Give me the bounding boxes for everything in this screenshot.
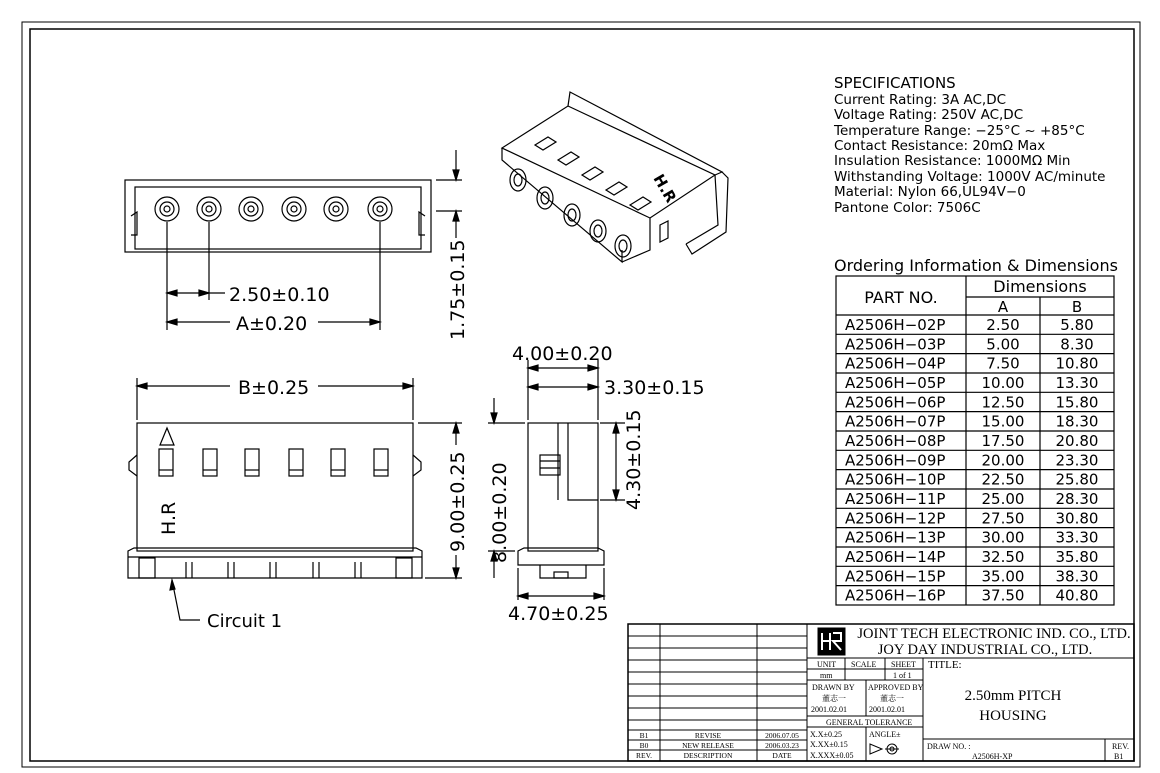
- front-view: [128, 378, 462, 620]
- revision-header-rev: REV.: [636, 751, 652, 760]
- col-a-header: A: [997, 298, 1009, 316]
- part-number-cell: A2506H−07P: [845, 412, 946, 431]
- sheet-label: SHEET: [891, 660, 916, 669]
- dimension-a-cell: 30.00: [981, 528, 1025, 547]
- b-dim-label: B±0.25: [238, 377, 310, 399]
- col-b-header: B: [1071, 298, 1083, 316]
- company-name-1: JOINT TECH ELECTRONIC IND. CO., LTD.: [857, 626, 1131, 642]
- tolerance-1: X.X±0.25: [810, 730, 842, 739]
- specifications: [833, 74, 1106, 216]
- dimension-b-cell: 15.80: [1055, 393, 1099, 412]
- title-line-1: 2.50mm PITCH: [964, 688, 1062, 704]
- drawn-by-label: DRAWN BY: [812, 683, 855, 692]
- rev-label: REV.: [1112, 742, 1129, 751]
- spec-line: Contact Resistance: 20mΩ Max: [834, 138, 1046, 154]
- approved-by-name: 董志一: [880, 694, 904, 703]
- dimension-b-cell: 28.30: [1055, 490, 1099, 508]
- front-marking: H.R: [158, 501, 180, 535]
- dimension-a-cell: 2.50: [986, 316, 1020, 334]
- spec-line: Material: Nylon 66,UL94V−0: [834, 184, 1026, 200]
- revision-description: NEW RELEASE: [682, 741, 734, 750]
- pitch-dim-label: 2.50±0.10: [229, 284, 330, 306]
- dimension-a-cell: 22.50: [981, 470, 1025, 489]
- drawn-by-name: 董志一: [822, 694, 846, 703]
- angle-label: ANGLE±: [869, 730, 901, 739]
- side-bottom-dim-label: 4.70±0.25: [508, 603, 609, 625]
- part-number-cell: A2506H−16P: [845, 586, 946, 605]
- approved-by-label: APPROVED BY: [868, 683, 924, 692]
- dimension-b-cell: 18.30: [1055, 412, 1099, 431]
- dimension-a-cell: 15.00: [981, 412, 1025, 431]
- side-width-dim-label: 4.00±0.20: [512, 343, 613, 365]
- part-number-cell: A2506H−15P: [845, 567, 946, 586]
- drawn-by-date: 2001.02.01: [811, 705, 847, 714]
- side-inner-dim-label: 3.30±0.15: [604, 377, 705, 399]
- dimension-b-cell: 20.80: [1055, 432, 1099, 450]
- part-number-cell: A2506H−11P: [845, 490, 946, 508]
- circuit-1-label: Circuit 1: [207, 611, 283, 632]
- col-part-header: PART NO.: [864, 288, 938, 307]
- spec-line: Voltage Rating: 250V AC,DC: [834, 107, 1024, 123]
- ordering-heading: Ordering Information & Dimensions: [834, 256, 1118, 275]
- part-number-cell: A2506H−12P: [845, 509, 946, 528]
- dimension-a-cell: 27.50: [981, 509, 1025, 528]
- dimension-b-cell: 38.30: [1055, 567, 1099, 586]
- revision-rev: B0: [639, 741, 649, 750]
- spec-heading: SPECIFICATIONS: [834, 74, 956, 92]
- dimension-b-cell: 5.80: [1060, 316, 1094, 334]
- part-number-cell: A2506H−05P: [845, 374, 946, 392]
- a-dim-label: A±0.20: [236, 313, 308, 335]
- part-number-cell: A2506H−13P: [845, 528, 946, 547]
- part-number-cell: A2506H−08P: [845, 432, 946, 450]
- spec-line: Current Rating: 3A AC,DC: [834, 92, 1007, 108]
- unit-label: UNIT: [817, 660, 837, 669]
- dimension-a-cell: 10.00: [981, 374, 1025, 392]
- dimension-a-cell: 20.00: [981, 451, 1025, 470]
- dimension-a-cell: 35.00: [981, 567, 1025, 586]
- company-name-2: JOY DAY INDUSTRIAL CO., LTD.: [877, 642, 1093, 658]
- dimension-b-cell: 30.80: [1055, 509, 1099, 528]
- title-block-text: [636, 626, 1131, 761]
- revision-date: 2006.07.05: [765, 731, 799, 740]
- total-height-dim-label: 9.00±0.25: [447, 451, 469, 552]
- tolerance-label: GENERAL TOLERANCE: [826, 718, 913, 727]
- revision-description: REVISE: [694, 731, 722, 740]
- col-dimensions-header: Dimensions: [993, 277, 1087, 296]
- part-number-cell: A2506H−10P: [845, 470, 946, 489]
- dimension-b-cell: 40.80: [1055, 586, 1099, 605]
- dimension-b-cell: 23.30: [1055, 451, 1099, 470]
- dimension-b-cell: 10.80: [1055, 354, 1099, 373]
- approved-by-date: 2001.02.01: [869, 705, 905, 714]
- dimension-b-cell: 25.80: [1055, 470, 1099, 489]
- spec-line: Insulation Resistance: 1000MΩ Min: [834, 153, 1071, 169]
- dimension-b-cell: 33.30: [1055, 528, 1099, 547]
- iso-marking: H.R: [649, 171, 681, 206]
- part-number-cell: A2506H−04P: [845, 354, 946, 373]
- tolerance-3: X.XXX±0.05: [810, 751, 854, 760]
- spec-line: Withstanding Voltage: 1000V AC/minute: [834, 169, 1106, 185]
- spec-line: Pantone Color: 7506C: [834, 200, 981, 216]
- dimension-a-cell: 7.50: [986, 354, 1020, 373]
- draw-no-label: DRAW NO. :: [927, 742, 971, 751]
- slot-height-dim-label: 4.30±0.15: [623, 409, 645, 510]
- top-height-dim-label: 1.75±0.15: [447, 239, 469, 340]
- dimension-b-cell: 8.30: [1060, 335, 1094, 354]
- revision-header-description: DESCRIPTION: [683, 751, 733, 760]
- dimension-a-cell: 25.00: [981, 490, 1025, 508]
- part-number-cell: A2506H−09P: [845, 451, 946, 470]
- scale-label: SCALE: [851, 660, 877, 669]
- side-height-dim-label: 8.00±0.20: [489, 462, 511, 563]
- dimension-a-cell: 37.50: [981, 586, 1025, 605]
- part-number-cell: A2506H−03P: [845, 335, 946, 354]
- isometric-view: [502, 92, 728, 262]
- part-number-cell: A2506H−02P: [845, 316, 946, 334]
- dimension-a-cell: 5.00: [986, 335, 1020, 354]
- part-number-cell: A2506H−06P: [845, 393, 946, 412]
- revision-date: 2006.03.23: [765, 741, 799, 750]
- unit-value: mm: [820, 671, 833, 680]
- tolerance-2: X.XX±0.15: [810, 740, 848, 749]
- revision-header-date: DATE: [772, 751, 792, 760]
- pin-holes: [155, 197, 392, 221]
- dimension-a-cell: 17.50: [981, 432, 1025, 450]
- spec-line: Temperature Range: −25°C ~ +85°C: [834, 123, 1085, 139]
- draw-no-value: A2506H-XP: [972, 752, 1013, 761]
- dimension-a-cell: 32.50: [981, 548, 1025, 566]
- title-label: TITLE:: [928, 659, 962, 671]
- revision-rev: B1: [639, 731, 649, 740]
- rev-value: B1: [1114, 752, 1124, 761]
- dimension-a-cell: 12.50: [981, 393, 1025, 412]
- dimension-b-cell: 13.30: [1055, 374, 1099, 392]
- dimension-b-cell: 35.80: [1055, 548, 1099, 566]
- part-number-cell: A2506H−14P: [845, 548, 946, 566]
- title-line-2: HOUSING: [979, 708, 1047, 724]
- ordering-rows: [845, 316, 1098, 605]
- sheet-value: 1 of 1: [893, 671, 912, 680]
